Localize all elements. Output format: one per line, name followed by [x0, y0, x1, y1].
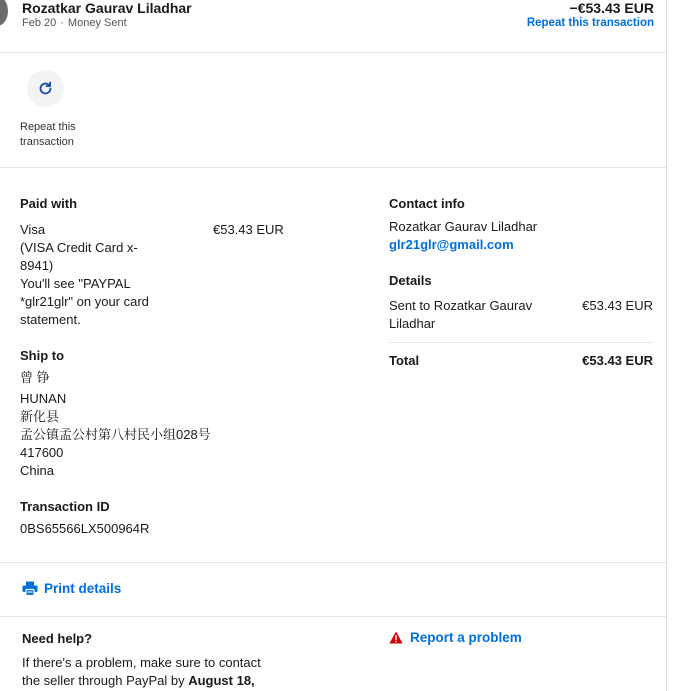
- warning-icon: [389, 631, 403, 644]
- divider: [0, 52, 666, 53]
- help-deadline-date: August 18,: [188, 673, 255, 688]
- details-line: Liladhar: [389, 316, 436, 331]
- refresh-icon: [37, 80, 54, 97]
- transaction-meta: [22, 17, 127, 29]
- avatar: [0, 0, 8, 26]
- statement-note-line: You'll see "PAYPAL: [20, 276, 131, 291]
- divider: [0, 167, 666, 168]
- divider: [0, 616, 666, 617]
- statement-note-line: statement.: [20, 312, 81, 327]
- print-details-button[interactable]: [22, 581, 121, 596]
- help-text-prefix: the seller through PayPal by: [22, 673, 189, 688]
- transaction-type: Money Sent: [67, 17, 127, 29]
- transaction-amount: −€53.43 EUR: [569, 0, 654, 16]
- total-label: Total: [389, 353, 420, 368]
- meta-separator: ·: [60, 17, 64, 29]
- report-problem-label: Report a problem: [410, 630, 522, 645]
- paid-with-title: Paid with: [20, 196, 78, 211]
- divider: [389, 342, 653, 343]
- transaction-date: Feb 20: [22, 17, 57, 29]
- transaction-id: 0BS65566LX500964R: [20, 521, 150, 536]
- printer-icon: [22, 581, 38, 596]
- repeat-transaction-label: Repeat this transaction: [20, 121, 76, 148]
- repeat-transaction-link[interactable]: Repeat this transaction: [526, 17, 654, 29]
- address-line: 新化县: [20, 409, 60, 424]
- payment-method: Visa: [20, 222, 46, 237]
- card-info-line: (VISA Credit Card x-: [20, 240, 138, 255]
- card-info-line: 8941): [20, 258, 54, 273]
- details-title: Details: [389, 273, 432, 288]
- address-line: 曾 铮: [20, 370, 50, 385]
- report-problem-button[interactable]: [389, 630, 522, 645]
- details-line: Sent to Rozatkar Gaurav: [389, 298, 533, 313]
- contact-name: Rozatkar Gaurav Liladhar: [389, 219, 538, 234]
- details-amount: €53.43 EUR: [582, 298, 653, 313]
- address-line: 孟公镇孟公村第八村民小组028号: [20, 427, 211, 442]
- divider: [0, 562, 666, 563]
- transaction-id-title: Transaction ID: [20, 499, 110, 514]
- need-help-title: Need help?: [22, 631, 93, 646]
- print-details-label: Print details: [44, 581, 122, 596]
- address-line: China: [20, 463, 54, 478]
- payment-amount: €53.43 EUR: [213, 222, 284, 237]
- help-text-line: [22, 672, 255, 690]
- repeat-transaction-button[interactable]: [27, 70, 64, 107]
- statement-note-line: *glr21glr" on your card: [20, 294, 149, 309]
- address-line: 417600: [20, 445, 64, 460]
- ship-to-title: Ship to: [20, 348, 65, 363]
- contact-info-title: Contact info: [389, 196, 465, 211]
- help-text-line: If there's a problem, make sure to contact: [22, 655, 261, 670]
- contact-email-link[interactable]: glr21glr@gmail.com: [389, 237, 514, 252]
- total-amount: €53.43 EUR: [582, 353, 653, 368]
- address-line: HUNAN: [20, 391, 67, 406]
- recipient-name: Rozatkar Gaurav Liladhar: [22, 0, 192, 16]
